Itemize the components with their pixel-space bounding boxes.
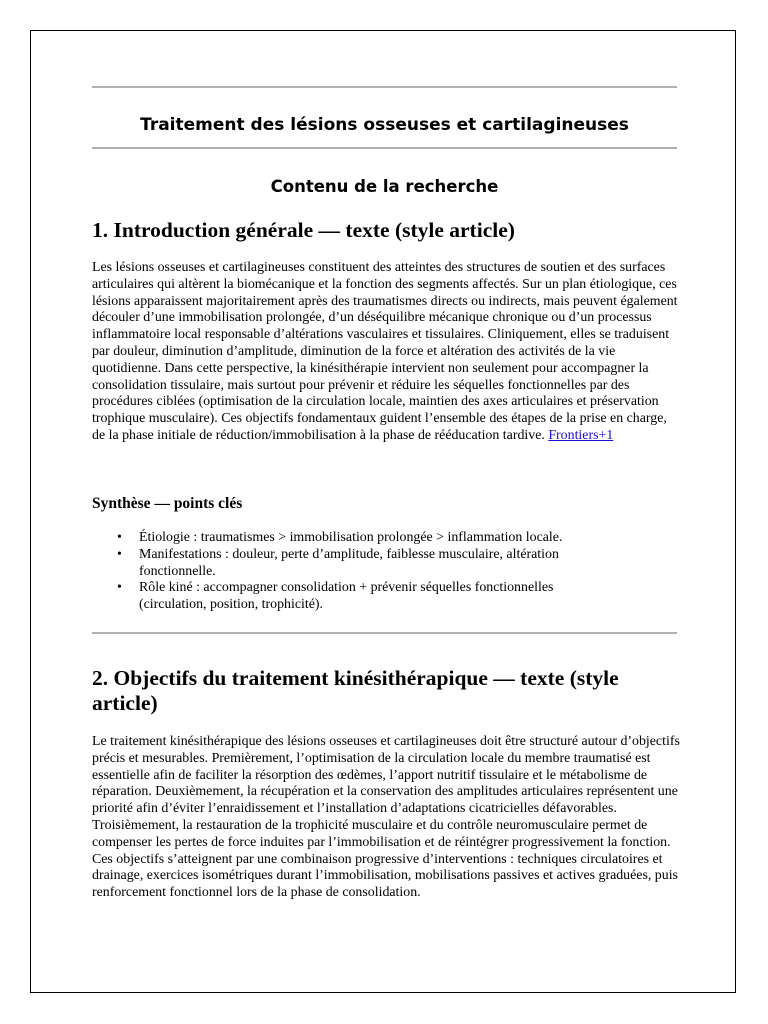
bullet-text: Manifestations : douleur, perte d’amplitude, faiblesse musculaire, altération fonctionnelle. (139, 546, 559, 579)
document-subtitle: Contenu de la recherche (270, 177, 499, 196)
bullet-icon: • (117, 546, 122, 562)
document-page (30, 30, 736, 993)
section-2-paragraph: Le traitement kinésithérapique des lésions osseuses et cartilagineuses doit être structuré autour d’objectifs précis et mesurables. Premièrement, l’optimisation de la circulation locale du membre traumatisé est essentielle afin de faciliter la résorption des œdèmes, l’apport nutritif tissulaire et le métabolisme de réparation. Deuxièmement, la récupération et la conservation des amplitudes articulaires représentent une priorité afin d’éviter l’enraidissement et l’installation d’adaptations cicatricielles défavorables. Troisièmement, la restauration de la trophicité musculaire et du contrôle neuromusculaire permet de compenser les pertes de force induites par l’immobilisation et de réintégrer progressivement la fonction. Ces objectifs s’atteignent par une combinaison progressive d’interventions : techniques circulatoires et drainage, exercices isométriques durant l’immobilisation, mobilisations passives et actives graduées, puis renforcement fonctionnel lors de la phase de consolidation. (92, 734, 680, 901)
section-1-paragraph (92, 260, 680, 445)
section-2-heading: 2. Objectifs du traitement kinésithérapique — texte (style article) (92, 666, 619, 715)
list-item (92, 580, 619, 614)
top-divider (92, 86, 677, 88)
bullet-text: Étiologie : traumatismes > immobilisation prolongée > inflammation locale. (139, 530, 563, 545)
frontiers-citation-link[interactable]: Frontiers+1 (548, 427, 614, 443)
summary-heading: Synthèse — points clés (92, 495, 243, 512)
summary-bullet-list (92, 530, 677, 614)
bullet-text: Rôle kiné : accompagner consolidation + prévenir séquelles fonctionnelles (circulation, position, trophicité). (139, 580, 554, 613)
document-title: Traitement des lésions osseuses et cartilagineuses (140, 115, 629, 135)
section-divider (92, 632, 677, 634)
list-item (92, 547, 619, 581)
section-1-heading: 1. Introduction générale — texte (style article) (92, 218, 515, 242)
section-1-text: Les lésions osseuses et cartilagineuses constituent des atteintes des structures de soutien et des surfaces articulaires qui altèrent la biomécanique et la fonction des segments affectés. Sur un plan étiologique, ces lésions apparaissent majoritairement après des traumatismes directs ou indirects, mais peuvent également découler d’une immobilisation prolongée, d’un déséquilibre mécanique chronique ou d’un processus inflammatoire local responsable d’altérations vasculaires et tissulaires. Cliniquement, elles se traduisent par douleur, diminution d’amplitude, diminution de la force et altération des activités de la vie quotidienne. Dans cette perspective, la kinésithérapie intervient non seulement pour accompagner la consolidation tissulaire, mais surtout pour prévenir et réduire les séquelles fonctionnelles par des procédures ciblées (optimisation de la circulation locale, maintien des axes articulaires et préservation trophique musculaire). Ces objectifs fondamentaux guident l’ensemble des étapes de la prise en charge, de la phase initiale de réduction/immobilisation à la phase de rééducation tardive. (92, 260, 678, 443)
list-item (92, 530, 619, 547)
title-divider (92, 147, 677, 149)
bullet-icon: • (117, 580, 122, 596)
bullet-icon: • (117, 530, 122, 545)
